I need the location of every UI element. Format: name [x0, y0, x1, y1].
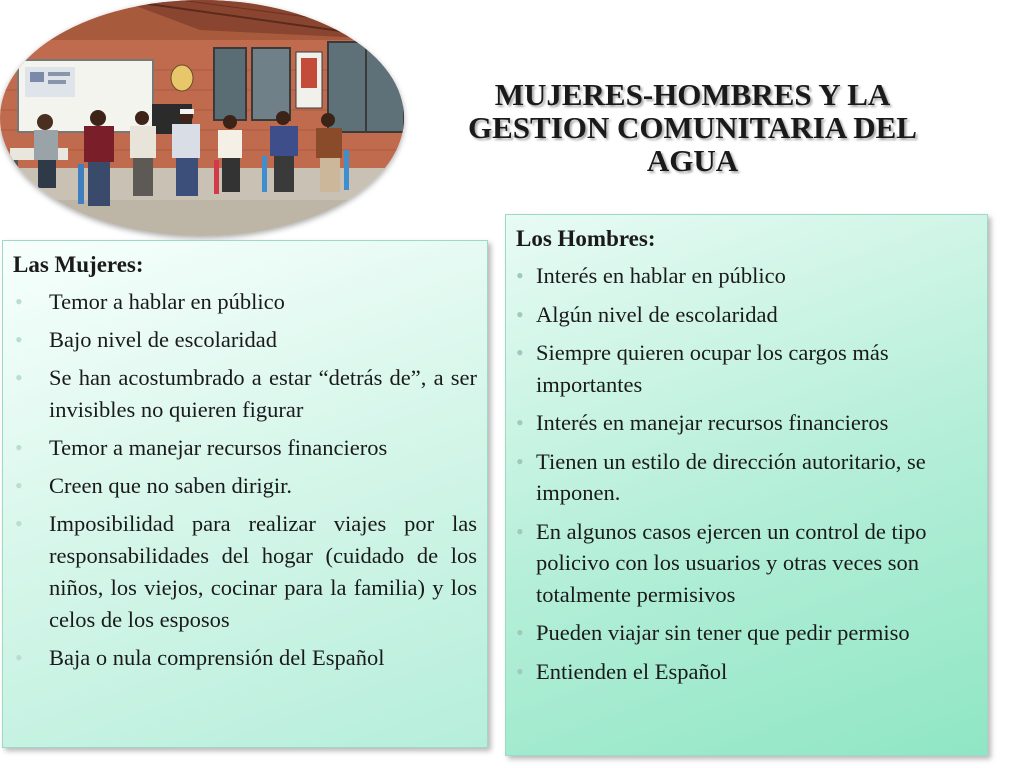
bullet-icon: • [516, 658, 524, 684]
men-item [516, 299, 977, 331]
men-item [516, 337, 977, 400]
women-item-text: Baja o nula comprensión del Español [49, 645, 385, 670]
women-panel [2, 240, 488, 748]
men-panel [505, 214, 988, 756]
men-item-text: Interés en hablar en público [536, 263, 786, 288]
men-item [516, 260, 977, 292]
bullet-icon: • [15, 473, 23, 498]
bullet-icon: • [516, 301, 524, 327]
men-item [516, 407, 977, 439]
men-item-text: En algunos casos ejercen un control de tipo policivo con los usuarios y otras veces son totalmente permisivos [536, 518, 927, 607]
women-item [13, 286, 477, 318]
women-item [13, 432, 477, 464]
men-item-text: Entienden el Español [536, 658, 728, 684]
women-item [13, 642, 477, 674]
women-item-text: Se han acostumbrado a estar “detrás de”, a ser invisibles no quieren figurar [49, 365, 477, 422]
women-item-text: Temor a manejar recursos financieros [49, 435, 388, 460]
meeting-photo [0, 0, 404, 236]
men-heading: Los Hombres: [516, 226, 656, 251]
bullet-icon: • [15, 645, 23, 670]
women-item-text: Bajo nivel de escolaridad [49, 327, 278, 352]
women-item [13, 470, 477, 502]
women-list [13, 286, 477, 674]
women-item-text: Imposibilidad para realizar viajes por las responsabilidades del hogar (cuidado de los niños, los viejos, cocinar para la familia) y los celos de los esposos [49, 511, 477, 632]
women-heading: Las Mujeres: [13, 252, 144, 277]
men-item [516, 617, 977, 649]
men-list [516, 260, 977, 687]
women-item [13, 362, 477, 426]
men-item [516, 656, 977, 688]
men-item-text: Siempre quieren ocupar los cargos más importantes [536, 340, 889, 397]
bullet-icon: • [15, 289, 23, 314]
bullet-icon: • [15, 327, 23, 352]
men-item-text: Tienen un estilo de dirección autoritario, se imponen. [536, 448, 926, 505]
men-item-text: Algún nivel de escolaridad [536, 301, 778, 327]
women-item [13, 324, 477, 356]
bullet-icon: • [516, 340, 524, 365]
bullet-icon: • [15, 365, 23, 390]
bullet-icon: • [516, 518, 524, 544]
bullet-icon: • [15, 435, 23, 460]
men-item-text: Pueden viajar sin tener que pedir permiso [536, 620, 910, 645]
bullet-icon: • [15, 511, 23, 536]
women-item [13, 508, 477, 636]
women-item-text: Creen que no saben dirigir. [49, 473, 293, 498]
bullet-icon: • [516, 410, 524, 435]
women-item-text: Temor a hablar en público [49, 289, 285, 314]
men-item [516, 516, 977, 611]
men-item [516, 446, 977, 509]
men-item-text: Interés en manejar recursos financieros [536, 410, 889, 435]
bullet-icon: • [516, 448, 524, 474]
slide-title: MUJERES-HOMBRES Y LA GESTION COMUNITARIA DEL AGUA [467, 77, 917, 178]
bullet-icon: • [516, 620, 524, 645]
bullet-icon: • [516, 263, 524, 288]
